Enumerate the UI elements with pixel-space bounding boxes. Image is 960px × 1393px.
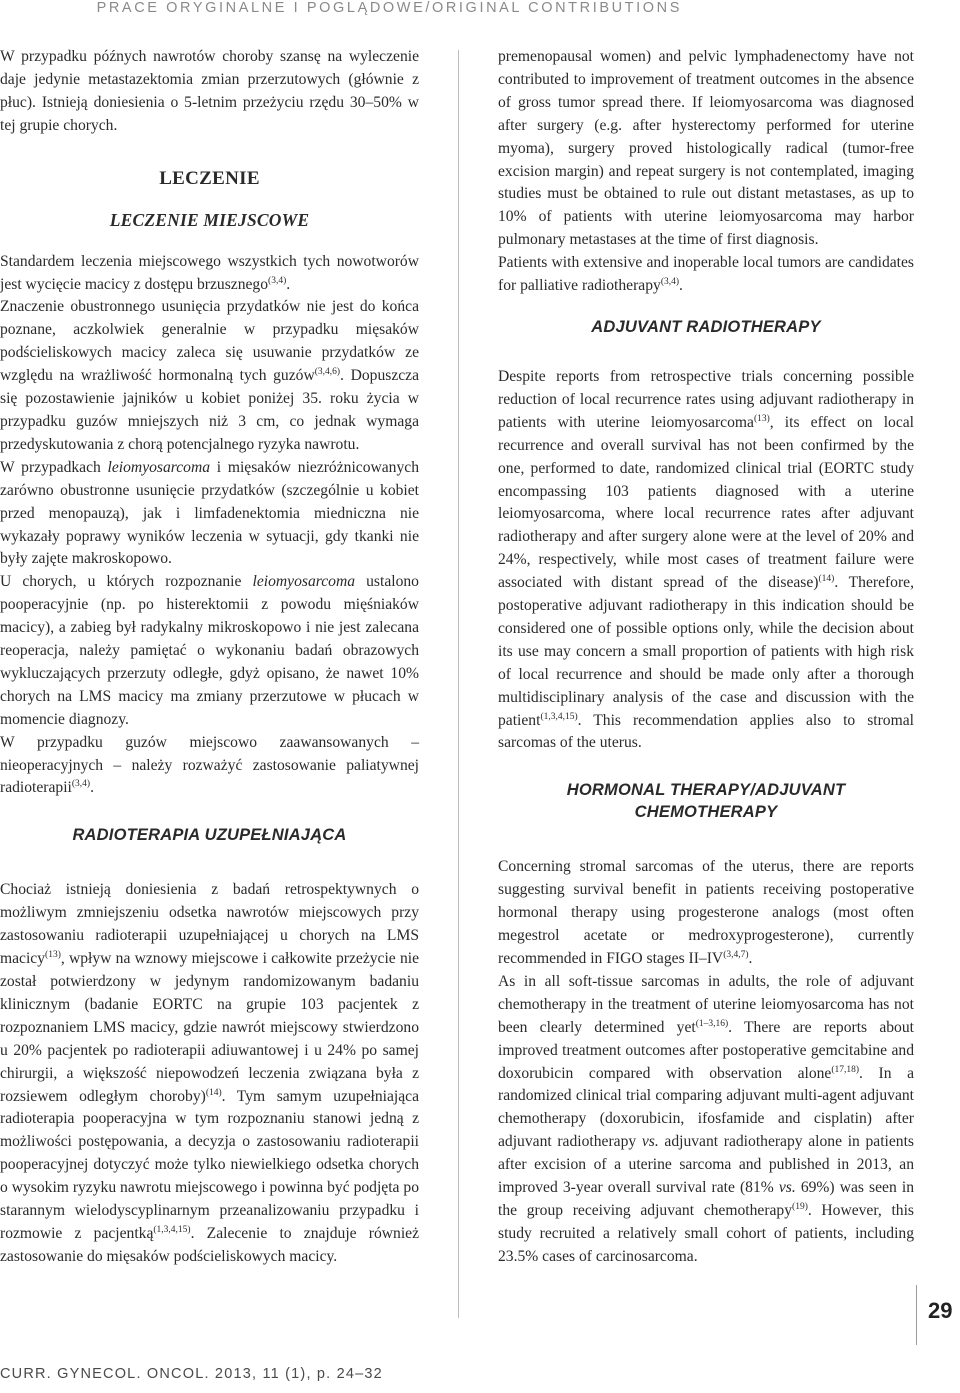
- paragraph-palliative-radiotherapy: W przypadku guzów miejscowo zaawansowanych – nieoperacyjnych – należy rozważyć zastosowanie paliatywnej radioterapii$^{(3,4)}$.: [0, 733, 419, 797]
- paragraph-adjuvant-radiotherapy-pl: Chociaż istnieją doniesienia z badań retrospektywnych o możliwym zmniejszeniu odsetka nawrotów miejscowych przy zastosowaniu radioterapii uzupełniającej u chorych na LMS macicy$^{(13)}$, wpływ na wznowy miejscowe i całkowite przeżycie nie został potwierdzony w jedynym randomizowanym badaniu klinicznym (badanie EORTC na grupie 103 pacjentek z rozpoznaniem LMS macicy, gdzie nawrót miejscowy stwierdzono u 20% pacjentek po radioterapii adiuwantowej i u 24% po samej chirurgii, a większość niepowodzeń leczenia związana była z rozsiewem odległym choroby)$^{(14)}$. Tym samym uzupełniająca radioterapia pooperacyjna w tym rozpoznaniu stanowi jedną z możliwości postępowania, a decyzja o zastosowaniu radioterapii pooperacyjnej dotyczyć może tylko niewielkiego odsetka chorych o wysokim ryzyku nawrotu miejscowego i powinna być podjęta po starannym wielodyscyplinarnym przeanalizowaniu przypadku i rozmowie z pacjentką$^{(1,3,4,15)}$. Zalecenie to znajduje również zastosowanie do mięsaków podścieliskowych macicy.: [0, 881, 419, 1265]
- subsection-title-radioterapia: RADIOTERAPIA UZUPEŁNIAJĄCA: [72, 826, 347, 845]
- paragraph-lymphadenectomy-en: premenopausal women) and pelvic lymphadenectomy have not contributed to improvement of treatment outcomes in the absence of gross tumor spread there. If leiomyosarcoma was diagnosed after surgery (e.g. after hysterectomy performed for uterine myoma), surgery proved histologically radical (tumor-free excision margin) and repeat surgery is not contemplated, imaging studies must be obtained to rule out distant metastases, as up to 10% of patients with uterine leiomyosarcoma may harbor pulmonary metastases at the time of first diagnosis.: [498, 48, 914, 249]
- paragraph-adnexectomy: Znaczenie obustronnego usunięcia przydatków nie jest do końca poznane, aczkolwiek generalnie w przypadku mięsaków podścieliskowych macicy zaleca się usuwanie przydatków ze względu na wrażliwość hormonalną tych guzów$^{(3,4,6)}$. Dopuszcza się pozostawienie jajników u kobiet poniżej 35. roku życia w przypadku guzów mniejszych niż 3 cm, co jednak wymaga przedyskutowania z chorą potencjalnego ryzyka nawrotu.: [0, 298, 420, 453]
- paragraph-hormonal-therapy: Concerning stromal sarcomas of the uterus, there are reports suggesting survival benefit in patients receiving postoperative hormonal therapy using progesterone analogs (most often megestrol acetate or medroxyprogesterone), currently recommended in FIGO stages II–IV$^{(3,4,7)}$.: [498, 858, 914, 967]
- paragraph-adjuvant-chemotherapy: As in all soft-tissue sarcomas in adults, the role of adjuvant chemotherapy in the treatment of uterine leiomyosarcoma has not been clearly determined yet$^{(1-3,16)}$. There are reports about improved treatment outcomes after postoperative gemcitabine and doxorubicin compared with observation alone$^{(17,18)}$. In a randomized clinical trial comparing adjuvant multi-agent adjuvant chemotherapy (doxorubicin, ifosfamide and cisplatin) after adjuvant radiotherapy vs. adjuvant radiotherapy alone in patients after excision of a uterine sarcoma and published in 2013, an improved 3-year overall survival rate (81% vs. 69%) was seen in the group receiving adjuvant chemotherapy$^{(19)}$. However, this study recruited a relatively small cohort of patients, including 23.5% cases of carcinosarcoma.: [498, 972, 914, 1265]
- paragraph-leiomyosarcoma-lymphadenectomy: W przypadkach leiomyosarcoma i mięsaków niezróżnicowanych zarówno obustronne usunięcie przydatków (szczególnie u kobiet przed menopauzą), jak i limfadenektomia miedniczna nie wykazały poprawy wyników leczenia w sytuacji, gdy tkanki nie były zajęte makroskopowo.: [0, 458, 419, 568]
- reference-marker: (3,4,7): [723, 950, 749, 960]
- reference-marker: (14): [205, 1087, 222, 1098]
- left-column-polish: [0, 46, 419, 1269]
- header-text: PRACE ORYGINALNE I POGLĄDOWE/ORIGINAL CONTRIBUTIONS: [96, 0, 682, 16]
- subsection-title-hormonal-therapy: HORMONAL THERAPY/ADJUVANT CHEMOTHERAPY: [566, 781, 846, 822]
- paragraph-palliative-en: Patients with extensive and inoperable local tumors are candidates for palliative radiotherapy$^{(3,4)}$.: [498, 254, 914, 295]
- reference-marker: (17,18): [831, 1064, 860, 1075]
- right-column-english: [498, 46, 914, 1269]
- reference-marker: (1–3,16): [695, 1018, 729, 1029]
- reference-marker: (13): [45, 950, 61, 961]
- paragraph-adjuvant-radiotherapy-en: Despite reports from retrospective trials concerning possible reduction of local recurrence rates using adjuvant radiotherapy in patients with uterine leiomyosarcoma$^{(13)}$, its effect on local recurrence and overall survival has not been confirmed by the one, performed to date, randomized clinical trial (EORTC study encompassing 103 patients diagnosed with a uterine leiomyosarcoma, where local recurrence rates after adjuvant radiotherapy and after surgery alone were at the level of 20% and 24%, respectively, while most cases of treatment failure were associated with distant spread of the disease)$^{(14)}$. Therefore, postoperative adjuvant radiotherapy in this indication should be considered one of possible options only, while the decision about its use may concern a small proportion of patients with high risk of local recurrence and should be made only after a thorough multidisciplinary analysis of the case and discussion with the patient$^{(1,3,4,15)}$. This recommendation applies also to stromal sarcomas of the uterus.: [498, 367, 914, 752]
- footer-citation: CURR. GYNECOL. ONCOL. 2013, 11 (1), p. 24–32: [0, 1366, 383, 1382]
- reference-marker: (13): [753, 413, 770, 424]
- reference-marker: (3,4): [268, 275, 287, 286]
- paragraph-metastasectomy: W przypadku późnych nawrotów choroby szansę na wyleczenie daje jedynie metastazektomia zmian przerzutowych (głównie z płuc). Istnieją doniesienia o 5-letnim przeżyciu rzędu 30–50% w tej grupie chorych.: [0, 48, 419, 134]
- page-number: 29: [928, 1298, 953, 1323]
- subsection-title-adjuvant-radiotherapy: ADJUVANT RADIOTHERAPY: [591, 317, 821, 336]
- paragraph-standard-treatment: Standardem leczenia miejscowego wszystkich tych nowotworów jest wycięcie macicy z dostępu brzusznego$^{(3,4)}$.: [0, 252, 419, 293]
- page-number-divider: [916, 1285, 917, 1345]
- reference-marker: (19): [792, 1201, 808, 1212]
- column-divider: [458, 50, 459, 1318]
- section-title-leczenie: LECZENIE: [159, 167, 260, 189]
- running-header: [0, 0, 960, 24]
- reference-marker: (14): [818, 574, 835, 585]
- reference-marker: (3,4): [71, 779, 91, 790]
- subsection-title-leczenie-miejscowe: LECZENIE MIEJSCOWE: [109, 209, 310, 230]
- reference-marker: (1,3,4,15): [153, 1224, 191, 1235]
- reference-marker: (1,3,4,15): [540, 711, 578, 722]
- paragraph-postoperative-diagnosis: U chorych, u których rozpoznanie leiomyosarcoma ustalono pooperacyjnie (np. po histerektomii z powodu mięśniaków macicy), a zabieg był radykalny mikroskopowo i nie jest zalecana reoperacja, należy pamiętać o wykonaniu badań obrazowych wykluczających przerzuty odległe, gdyż opisano, że nawet 10% chorych na LMS macicy ma zmiany przerzutowe w płucach w momencie diagnozy.: [0, 573, 419, 728]
- reference-marker: (3,4): [660, 277, 680, 288]
- reference-marker: (3,4,6): [314, 367, 341, 378]
